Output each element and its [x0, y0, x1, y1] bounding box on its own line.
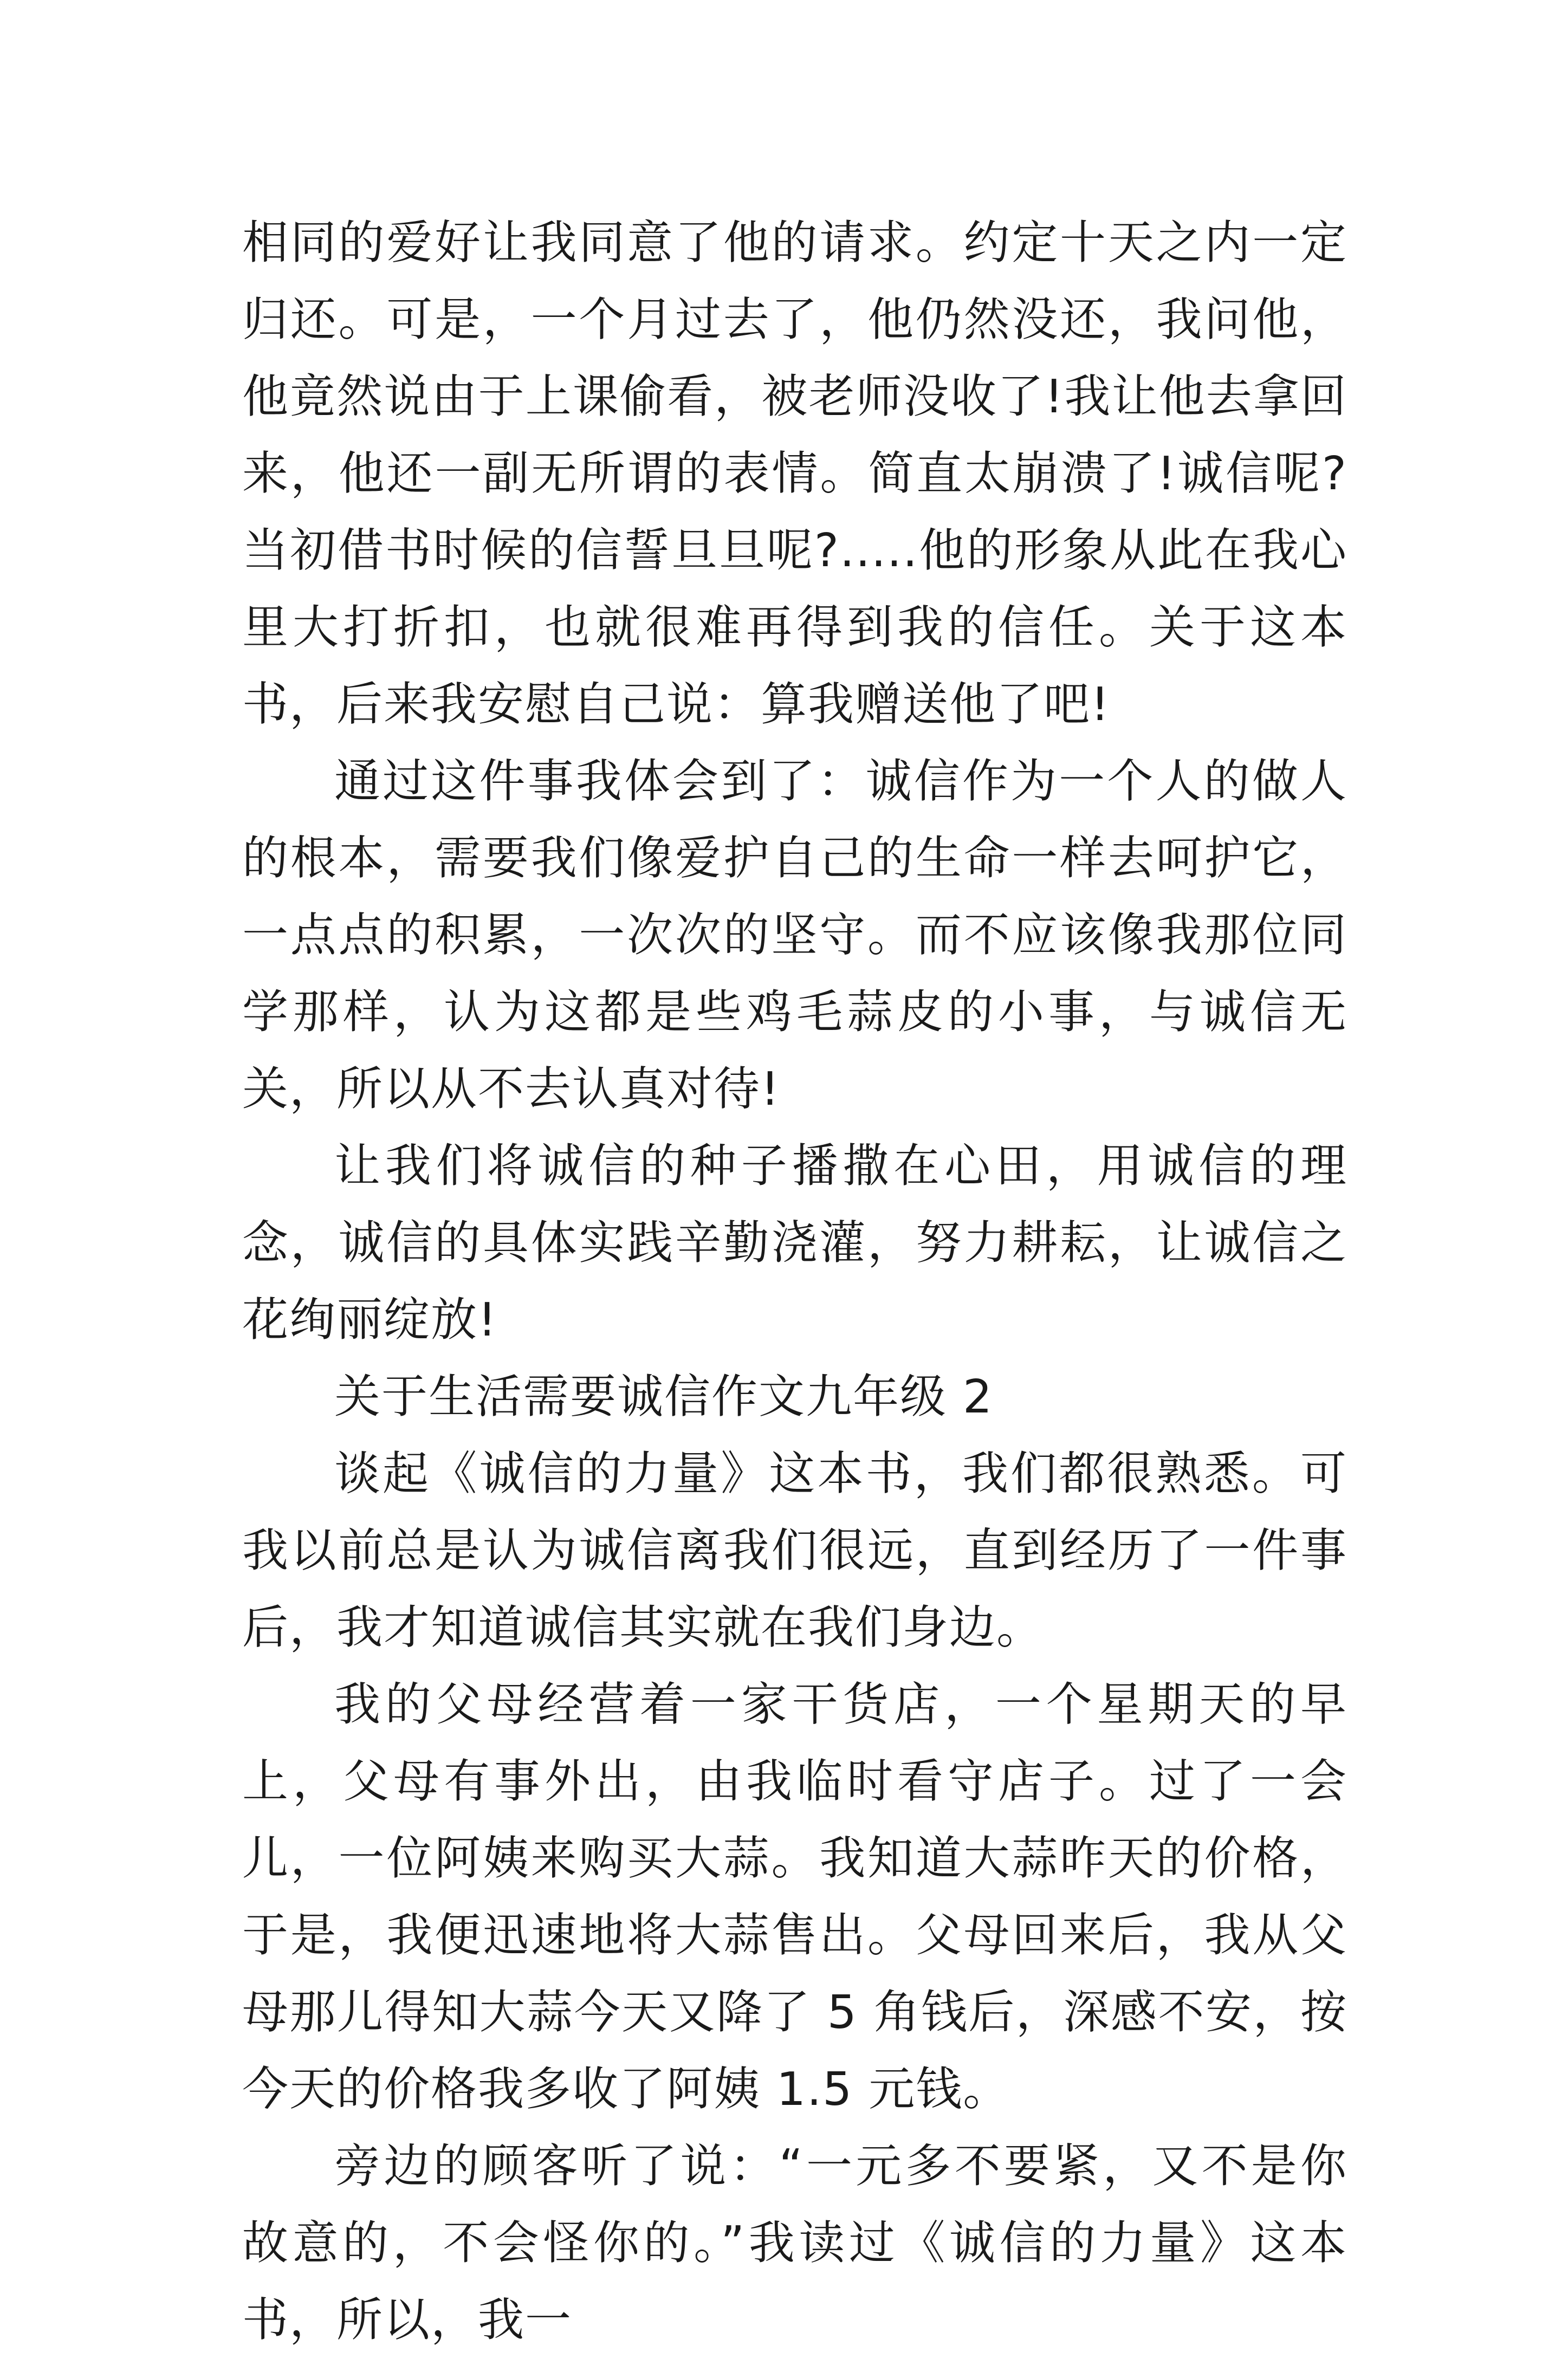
paragraph-2: 通过这件事我体会到了：诚信作为一个人的做人的根本，需要我们像爱护自己的生命一样去呵护它，一点点的积累，一次次的坚守。而不应该像我那位同学那样，认为这都是些鸡毛蒜皮的小事，与诚信无关，所以从不去认真对待!: [242, 755, 1347, 1116]
section-heading: 关于生活需要诚信作文九年级 2: [334, 1370, 994, 1424]
document-body: [242, 205, 1347, 2359]
paragraph-4: 谈起《诚信的力量》这本书，我们都很熟悉。可我以前总是认为诚信离我们很远，直到经历了一件事后，我才知道诚信其实就在我们身边。: [242, 1447, 1347, 1655]
paragraph-6: 旁边的顾客听了说：“一元多不要紧，又不是你故意的，不会怪你的。”我读过《诚信的力量》这本书，所以，我一: [242, 2140, 1347, 2347]
paragraph-1: 相同的爱好让我同意了他的请求。约定十天之内一定归还。可是，一个月过去了，他仍然没还，我问他，他竟然说由于上课偷看，被老师没收了!我让他去拿回来，他还一副无所谓的表情。简直太崩溃了!诚信呢?当初借书时候的信誓旦旦呢?.....他的形象从此在我心里大打折扣，也就很难再得到我的信任。关于这本书，后来我安慰自己说：算我赠送他了吧!: [242, 216, 1347, 731]
paragraph-3: 让我们将诚信的种子播撒在心田，用诚信的理念，诚信的具体实践辛勤浇灌，努力耕耘，让诚信之花绚丽绽放!: [242, 1139, 1347, 1347]
paragraph-5: 我的父母经营着一家干货店，一个星期天的早上，父母有事外出，由我临时看守店子。过了一会儿，一位阿姨来购买大蒜。我知道大蒜昨天的价格，于是，我便迅速地将大蒜售出。父母回来后，我从父母那儿得知大蒜今天又降了 5 角钱后，深感不安，按今天的价格我多收了阿姨 1.5 元钱。: [242, 1678, 1347, 2116]
